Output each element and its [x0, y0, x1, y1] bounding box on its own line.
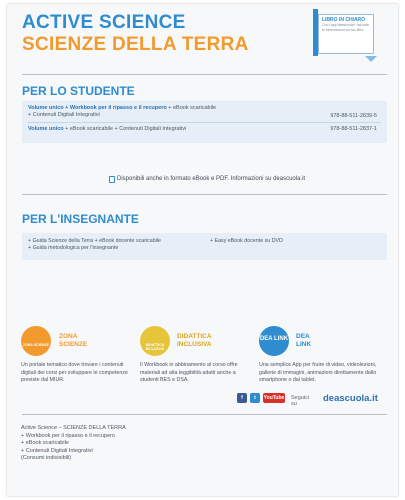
feature-title [177, 333, 212, 349]
feature-title-line: SCIENZE [59, 341, 88, 348]
product-title: Volume unico + Workbook per il ripasso e il recupero [28, 105, 167, 111]
isbn: 978-88-511-2837-1 [330, 126, 377, 132]
series-title: ACTIVE SCIENCE [22, 12, 186, 33]
website-link[interactable]: deascuola.it [323, 393, 378, 404]
arrow-down-icon [365, 56, 377, 62]
summary-line: Active Science – SCIENZE DELLA TERRA [21, 425, 126, 431]
badge-label: DEA LINK [259, 336, 289, 342]
feature-description: Una semplice App per fruire di video, videolezioni, gallerie di immagini, animazioni direttamente dallo smartphone o dal tablet. [259, 362, 377, 383]
ebook-note: Disponibili anche in formato eBook e PDF. Informazioni su deascuola.it [117, 176, 306, 182]
badge-label: ZONA SCIENZE [23, 343, 49, 347]
student-products-panel [22, 101, 387, 143]
volume-title: SCIENZE DELLA TERRA [22, 34, 249, 55]
product-row [28, 105, 383, 112]
follow-label: Seguici su [291, 395, 310, 407]
feature-title [296, 333, 311, 349]
teacher-item: + Guida metodologica per l'insegnante [28, 245, 119, 251]
summary-line: (Consumi indivisibili) [21, 455, 72, 461]
summary-line: + Contenuti Digitali Integrativi [21, 447, 93, 454]
feature-title-line: DIDATTICA [177, 333, 212, 340]
divider [22, 414, 387, 415]
summary-line: + Workbook per il ripasso e il recupero [21, 432, 115, 439]
divider [22, 194, 387, 195]
feature-title-line: ZONA [59, 333, 78, 340]
feature-title-line: INCLUSIVA [177, 341, 212, 348]
teacher-heading: PER L'INSEGNANTE [22, 212, 139, 226]
libro-in-chiaro-text: Con l'app deascuola+ hai tutte le informazioni sul tuo libro [322, 23, 370, 32]
product-row-line2: + Contenuti Digitali Integrativi [28, 112, 100, 118]
libro-in-chiaro-title: LIBRO IN CHIARO [322, 17, 366, 23]
student-heading: PER LO STUDENTE [22, 84, 135, 98]
cover-page [7, 4, 398, 496]
dea-link-icon [259, 326, 289, 356]
product-title: Volume unico [28, 126, 64, 132]
product-extra: + eBook scaricabile + Contenuti Digitali Integrativi [63, 126, 187, 132]
libro-in-chiaro-box [318, 14, 374, 54]
feature-description: Il Workbook in abbinamento al corso offre materiali ad alta leggibilità adatti anche a studenti BES e DSA. [140, 362, 238, 383]
isbn: 978-88-511-2839-5 [330, 113, 377, 119]
row-divider [28, 122, 381, 123]
feature-title-line: DEA [296, 333, 310, 340]
feature-description: Un portale tematico dove trovare i contenuti digitali dei corsi per sviluppare le competenze previste dal MIUR. [21, 362, 128, 383]
didattica-inclusiva-icon [140, 326, 170, 356]
facebook-icon[interactable]: f [237, 393, 247, 403]
teacher-item: + Easy eBook docente su DVD [210, 238, 283, 244]
summary-line: + eBook scaricabile [21, 440, 69, 446]
product-extra: + eBook scaricabile [166, 105, 217, 111]
product-summary [21, 425, 126, 463]
twitter-icon[interactable]: t [250, 393, 260, 403]
teacher-item: + Guida Scienze della Terra + eBook docente scaricabile [28, 238, 161, 244]
teacher-products-panel [22, 233, 387, 260]
divider [22, 74, 387, 75]
badge-label: DIDATTICA INCLUSIVA [145, 343, 165, 351]
feature-title-line: LINK [296, 341, 312, 348]
feature-title [59, 333, 87, 349]
ebook-icon [109, 176, 115, 183]
youtube-icon[interactable]: YouTube [263, 395, 285, 401]
zona-scienze-icon [21, 326, 51, 356]
